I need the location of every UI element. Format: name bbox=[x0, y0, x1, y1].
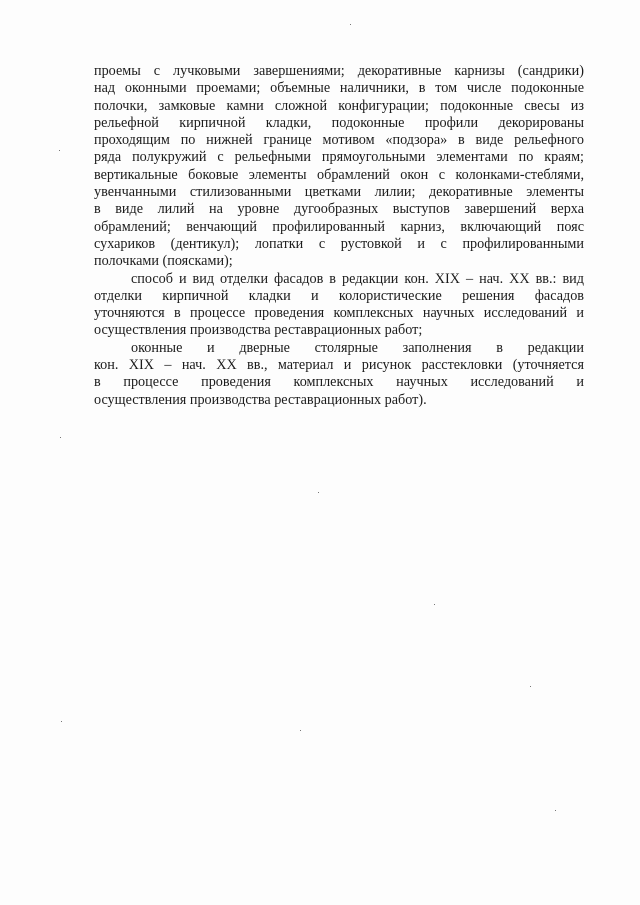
text-line: отделки кирпичной кладки и колористические решения фасадов bbox=[94, 287, 584, 304]
scan-speck bbox=[555, 810, 556, 811]
scan-speck bbox=[60, 437, 61, 438]
scan-speck bbox=[434, 604, 435, 605]
scan-speck bbox=[318, 492, 319, 493]
scan-speck bbox=[350, 24, 351, 25]
text-line: проемы с лучковыми завершениями; декоративные карнизы (сандрики) bbox=[94, 63, 584, 79]
paragraph-facade-finish bbox=[94, 271, 584, 340]
text-line: способ и вид отделки фасадов в редакции кон. XIX – нач. XX вв.: вид bbox=[131, 270, 584, 287]
paragraph-facade-decor bbox=[94, 63, 584, 271]
text-line: в виде лилий на уровне дугообразных выступов завершений верха bbox=[94, 201, 584, 218]
text-line: уточняются в процессе проведения комплексных научных исследований и bbox=[94, 305, 584, 322]
text-line: вертикальные боковые элементы обрамлений окон с колонками-стеблями, bbox=[94, 166, 584, 183]
text-line: над оконными проемами; объемные наличники, в том числе подоконные bbox=[94, 80, 584, 97]
scan-speck bbox=[300, 730, 301, 731]
text-line: ряда полукружий с рельефными прямоугольными элементами по краям; bbox=[94, 149, 584, 166]
text-line: проходящим по нижней границе мотивом «подзора» в виде рельефного bbox=[94, 132, 584, 149]
text-line: оконные и дверные столярные заполнения в редакции bbox=[131, 339, 584, 356]
text-line: в процессе проведения комплексных научных исследований и bbox=[94, 374, 584, 391]
scan-speck bbox=[530, 686, 531, 687]
text-line: кон. XIX – нач. XX вв., материал и рисунок расстекловки (уточняется bbox=[94, 357, 584, 374]
text-line: рельефной кирпичной кладки, подоконные профили декорированы bbox=[94, 114, 584, 131]
document-body bbox=[94, 63, 584, 409]
scan-speck bbox=[61, 721, 62, 722]
text-line: полочки, замковые камни сложной конфигурации; подоконные свесы из bbox=[94, 97, 584, 114]
paragraph-joinery bbox=[94, 340, 584, 409]
text-line: сухариков (дентикул); лопатки с рустовкой и с профилированными bbox=[94, 235, 584, 252]
text-line: осуществления производства реставрационных работ; bbox=[94, 322, 423, 339]
text-line: полочками (поясками); bbox=[94, 253, 233, 270]
text-line: обрамлений; венчающий профилированный карниз, включающий пояс bbox=[94, 218, 584, 235]
text-line: увенчанными стилизованными цветками лилии; декоративные элементы bbox=[94, 184, 584, 201]
scan-speck bbox=[59, 150, 60, 151]
text-line: осуществления производства реставрационных работ). bbox=[94, 391, 427, 408]
